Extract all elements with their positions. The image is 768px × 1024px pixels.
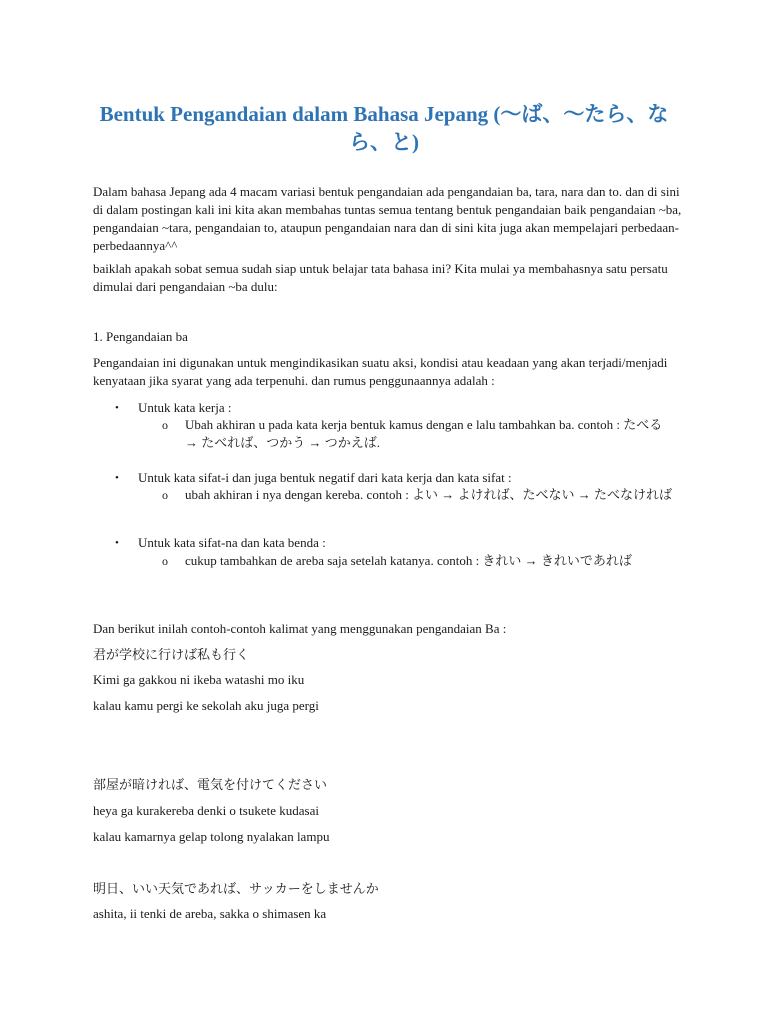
example-japanese: 君が学校に行けば私も行く [93, 647, 250, 662]
intro-paragraph: Dalam bahasa Jepang ada 4 macam variasi bentuk pengandaian ada pengandaian ba, tara, nara dan to. dan di sini di dalam postingan kali ini kita akan membahas tuntas semua tentang bentuk pengandaian baik pengandaian ~ba, pengandaian ~tara, pengandaian to, ataupun pengandaian nara dan di sini kita juga akan mempelajari perbedaan-perbedaannya^^ [93, 184, 682, 253]
rule-label: Untuk kata sifat-i dan juga bentuk negatif dari kata kerja dan kata sifat : [138, 470, 512, 485]
example-romaji: ashita, ii tenki de areba, sakka o shimasen ka [93, 906, 327, 921]
intro-paragraph-2: baiklah apakah sobat semua sudah siap untuk belajar tata bahasa ini? Kita mulai ya membahasnya satu persatu dimulai dari pengandaian ~ba dulu: [93, 261, 668, 294]
rule-detail: ubah akhiran i nya dengan kereba. contoh : よい → よければ、たべない → たべなければ [185, 487, 673, 502]
example-romaji: Kimi ga gakkou ni ikeba watashi mo iku [93, 672, 305, 687]
example-translation: kalau kamarnya gelap tolong nyalakan lampu [93, 829, 330, 844]
sub-bullet-marker: o [162, 418, 168, 432]
bullet-marker: • [115, 537, 119, 549]
section-description: Pengandaian ini digunakan untuk mengindikasikan suatu aksi, kondisi atau keadaan yang akan terjadi/menjadi kenyataan jika syarat yang ada terpenuhi. dan rumus penggunaannya adalah : [93, 355, 668, 388]
examples-intro: Dan berikut inilah contoh-contoh kalimat yang menggunakan pengandaian Ba : [93, 621, 507, 636]
sub-bullet-marker: o [162, 488, 168, 502]
section-heading: 1. Pengandaian ba [93, 329, 188, 344]
example-romaji: heya ga kurakereba denki o tsukete kudasai [93, 803, 319, 818]
bullet-marker: • [115, 402, 119, 414]
rule-label: Untuk kata sifat-na dan kata benda : [138, 535, 326, 550]
document-title: Bentuk Pengandaian dalam Bahasa Jepang (〜ば、〜たら、なら、と) [99, 102, 669, 154]
rule-detail: Ubah akhiran u pada kata kerja bentuk kamus dengan e lalu tambahkan ba. contoh : たべる → たべれば、つかう → つかえば. [185, 417, 663, 450]
sub-bullet-marker: o [162, 554, 168, 568]
example-japanese: 部屋が暗ければ、電気を付けてください [93, 777, 328, 792]
example-japanese: 明日、いい天気であれば、サッカーをしませんか [93, 881, 379, 896]
example-translation: kalau kamu pergi ke sekolah aku juga pergi [93, 698, 319, 713]
rule-detail: cukup tambahkan de areba saja setelah katanya. contoh : きれい → きれいであれば [185, 553, 632, 568]
rule-label: Untuk kata kerja : [138, 400, 232, 415]
bullet-marker: • [115, 472, 119, 484]
